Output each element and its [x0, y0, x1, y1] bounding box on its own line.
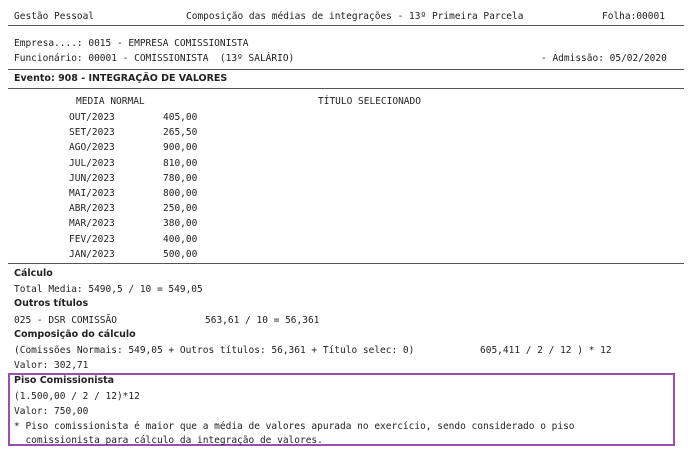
piso-formula: (1.500,00 / 2 / 12)*12 — [14, 391, 140, 402]
row-month: JAN/2023 — [69, 248, 115, 260]
report-title: Composição das médias de integrações - 13º Primeira Parcela — [186, 11, 524, 22]
piso-valor: Valor: 750,00 — [14, 406, 89, 417]
calculo-line: Total Media: 5490,5 / 10 = 549,05 — [14, 284, 203, 295]
calculo-title: Cálculo — [14, 268, 53, 279]
divider — [8, 69, 684, 70]
empresa-line: Empresa....: 0015 - EMPRESA COMISSIONISTA — [14, 38, 249, 49]
col-media-normal: MEDIA NORMAL — [76, 96, 145, 107]
composicao-title: Composição do cálculo — [14, 329, 136, 340]
row-value: 780,00 — [163, 172, 198, 184]
row-month: OUT/2023 — [69, 112, 115, 123]
row-month: SET/2023 — [69, 127, 115, 139]
row-value: 800,00 — [163, 188, 198, 199]
row-value: 380,00 — [163, 218, 198, 230]
row-value: 265,50 — [163, 127, 198, 139]
row-month: MAI/2023 — [69, 188, 115, 199]
composicao-valor: Valor: 302,71 — [14, 360, 89, 371]
row-value: 400,00 — [163, 233, 198, 245]
row-month: FEV/2023 — [69, 233, 115, 245]
divider — [8, 25, 684, 26]
composicao-result: 605,411 / 2 / 12 ) * 12 — [480, 345, 612, 356]
funcionario-line: Funcionário: 00001 - COMISSIONISTA (13º SALÁRIO) — [14, 53, 295, 64]
outros-code: 025 - DSR COMISSÃO — [14, 315, 117, 326]
report-system-title: Gestão Pessoal — [14, 11, 95, 22]
outros-calc: 563,61 / 10 = 56,361 — [205, 315, 320, 326]
piso-note-1: * Piso comissionista é maior que a média de valores apurada no exercício, sendo considerado o piso — [14, 421, 575, 432]
row-month: JUN/2023 — [69, 172, 115, 184]
page-number: Folha:00001 — [602, 11, 665, 22]
composicao-line: (Comissões Normais: 549,05 + Outros títulos: 56,361 + Título selec: 0) — [14, 345, 415, 356]
outros-title: Outros títulos — [14, 298, 89, 309]
row-month: AGO/2023 — [69, 142, 115, 154]
row-value: 405,00 — [163, 112, 198, 123]
piso-note-2: comissionista para cálculo da integração de valores. — [14, 435, 323, 446]
divider — [8, 263, 684, 264]
col-titulo-selecionado: TÍTULO SELECIONADO — [318, 96, 421, 107]
row-value: 500,00 — [163, 248, 198, 260]
row-value: 900,00 — [163, 142, 198, 154]
row-value: 810,00 — [163, 157, 198, 169]
row-month: MAR/2023 — [69, 218, 115, 230]
row-month: ABR/2023 — [69, 203, 115, 215]
divider — [8, 88, 684, 89]
row-month: JUL/2023 — [69, 157, 115, 169]
piso-title: Piso Comissionista — [14, 375, 115, 386]
evento-title: Evento: 908 - INTEGRAÇÃO DE VALORES — [14, 73, 228, 84]
row-value: 250,00 — [163, 203, 198, 215]
admissao-date: - Admissão: 05/02/2020 — [541, 53, 667, 64]
